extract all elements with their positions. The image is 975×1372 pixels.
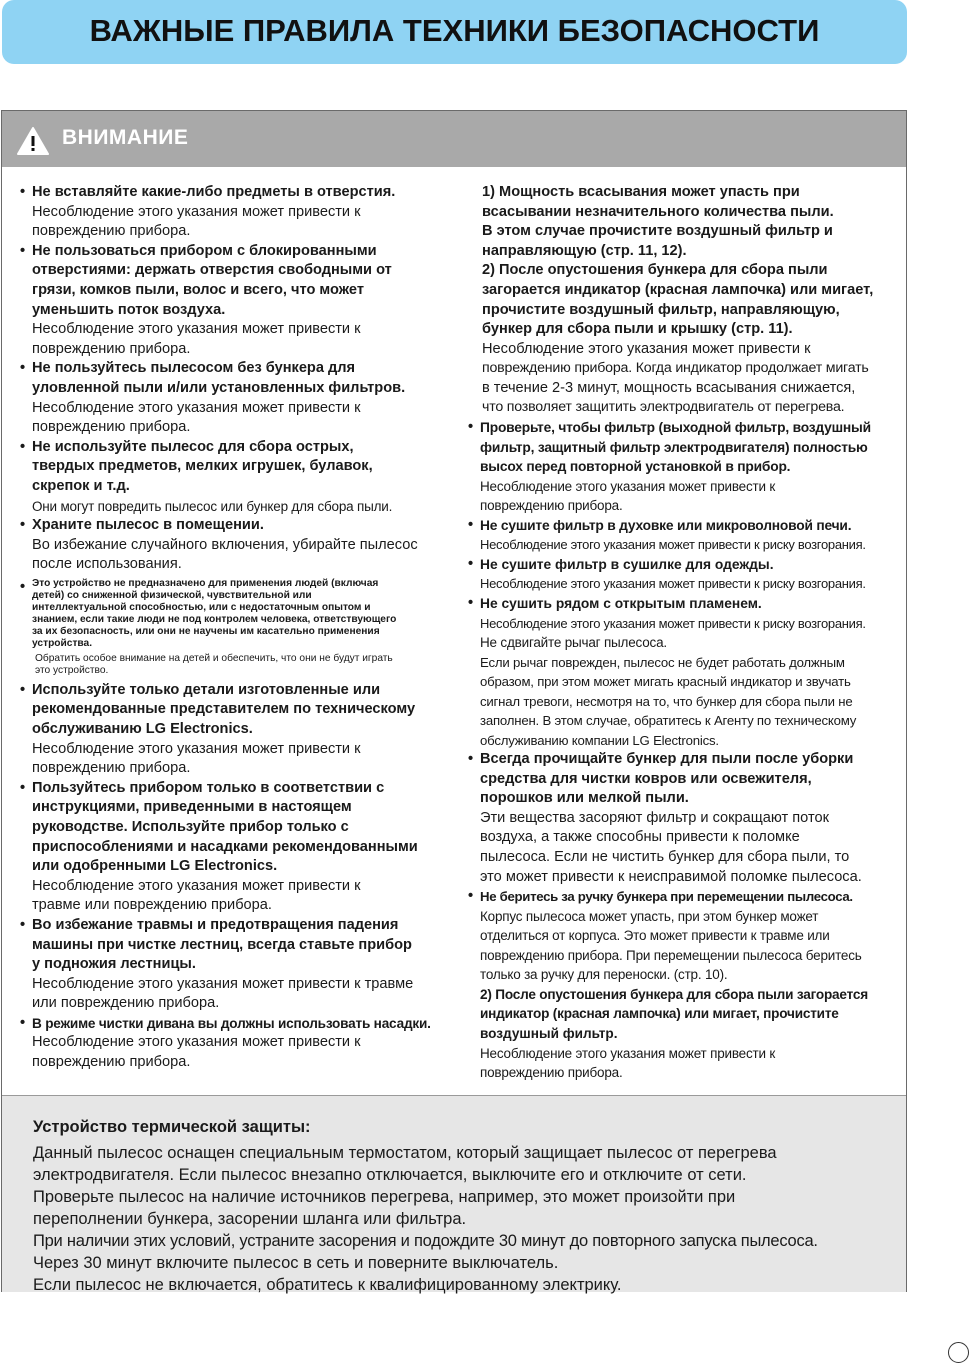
title-banner xyxy=(2,0,907,64)
bold-text: Не пользоваться прибором с блокированными xyxy=(32,242,377,259)
bold-text: Во избежание травмы и предотвращения падения xyxy=(32,916,399,933)
bold-text: Не пользуйтесь пылесосом без бункера для xyxy=(32,360,356,377)
bold-text: инструкциями, приведенными в настоящем xyxy=(32,799,352,816)
bold-text: высох перед повторной установкой в прибор. xyxy=(480,459,791,475)
text: это может привести к неисправимой поломке пылесоса. xyxy=(480,868,862,885)
text: воздуха, а также способны привести к поломке xyxy=(480,829,800,846)
text: Если рычаг поврежден, пылесос не будет работать должным xyxy=(480,654,845,670)
text-line: переполнении бункера, засорении шланга или фильтра. xyxy=(33,1210,467,1228)
bold-text: Не беритесь за ручку бункера при перемещении пылесоса. xyxy=(480,889,853,905)
bullet: • xyxy=(468,888,474,905)
text-line: При наличии этих условий, устраните засорения и подождите 30 минут до повторного запуска пылесоса. xyxy=(33,1232,818,1250)
bullet: • xyxy=(20,242,26,259)
text: Несоблюдение этого указания может привести к травме xyxy=(32,975,414,992)
bold-text: 2) После опустошения бункера для сбора пыли xyxy=(482,262,828,279)
bold-text: грязи, комков пыли, волос и всего, что может xyxy=(32,281,364,298)
list-item xyxy=(468,887,900,1082)
list-item xyxy=(20,916,460,1014)
right-column xyxy=(468,183,900,1083)
bullet: • xyxy=(20,681,26,698)
text-line: Если пылесос не включается, обратитесь к квалифицированному электрику. xyxy=(33,1276,622,1294)
text: повреждению прибора. xyxy=(480,1065,623,1081)
bold-text: Не сушите фильтр в сушилке для одежды. xyxy=(480,556,774,572)
text: Они могут повредить пылесос или бункер для сбора пыли. xyxy=(32,498,393,514)
bold-text: Не сушить рядом с открытым пламенем. xyxy=(480,595,762,611)
bold-text: руководстве. Используйте прибор только с xyxy=(32,818,349,835)
bullet: • xyxy=(20,517,26,533)
bullet: • xyxy=(468,516,474,533)
text: Несоблюдение этого указания может привести к xyxy=(32,399,361,416)
text: Несоблюдение этого указания может привести к xyxy=(32,203,361,220)
list-item xyxy=(20,779,460,916)
thermal-protection-text xyxy=(33,1142,903,1296)
bold-text: за их безопасность, или они не научены им касательно применения xyxy=(32,625,380,637)
text: повреждению прибора. xyxy=(32,1054,191,1071)
text-line: Через 30 минут включите пылесос в сеть и поверните выключатель. xyxy=(33,1254,559,1272)
bold-text: уловленной пыли и/или установленных фильтров. xyxy=(32,379,406,396)
bullet: • xyxy=(468,555,474,572)
bold-text: отверстиями: держать отверстия свободными от xyxy=(32,262,392,279)
bold-text: Не сушите фильтр в духовке или микроволновой печи. xyxy=(480,517,852,533)
text: Корпус пылесоса может упасть, при этом бункер может xyxy=(480,908,819,924)
list-item xyxy=(20,183,460,242)
bold-text: 2) После опустошения бункера для сбора пыли загорается xyxy=(480,986,868,1002)
list-item xyxy=(468,418,900,516)
bold-text: Проверьте, чтобы фильтр (выходной фильтр, воздушный xyxy=(480,419,871,435)
text: это устройство. xyxy=(35,664,109,676)
bullet: • xyxy=(468,751,474,767)
list-item xyxy=(468,516,900,555)
bold-text: Используйте только детали изготовленные или xyxy=(32,681,381,698)
bold-text: индикатор (красная лампочка) или мигает, прочистите xyxy=(480,1006,839,1022)
bold-text: Храните пылесос в помещении. xyxy=(32,517,264,533)
text: Несоблюдение этого указания может привести к xyxy=(480,1045,776,1061)
bold-text: Не используйте пылесос для сбора острых, xyxy=(32,438,354,455)
bold-text: приспособлениями и насадками рекомендованными xyxy=(32,838,418,855)
bold-text: В режиме чистки дивана вы должны использовать насадки. xyxy=(32,1015,431,1031)
list-item xyxy=(468,750,900,887)
text: Несоблюдение этого указания может привести к риску возгорания. xyxy=(480,615,866,631)
thermal-protection-title: Устройство термической защиты: xyxy=(33,1118,311,1136)
bullet: • xyxy=(468,594,474,611)
bold-text: рекомендованные представителем по техническому xyxy=(32,701,416,718)
list-item xyxy=(468,594,900,750)
bold-text: уменьшить поток воздуха. xyxy=(32,301,226,318)
thermal-protection-section xyxy=(2,1095,906,1292)
bullet: • xyxy=(20,916,26,933)
text-line: Проверьте пылесос на наличие источников перегрева, например, это может произойти при xyxy=(33,1188,736,1206)
bullet: • xyxy=(20,1014,26,1031)
text: повреждению прибора. xyxy=(480,498,623,514)
page-title: ВАЖНЫЕ ПРАВИЛА ТЕХНИКИ БЕЗОПАСНОСТИ xyxy=(89,13,820,48)
text: повреждению прибора. xyxy=(32,340,191,357)
text: образом, при этом может мигать красный индикатор и звучать xyxy=(480,674,851,689)
text: Несоблюдение этого указания может привести к риску возгорания. xyxy=(480,576,866,592)
bold-text: В этом случае прочистите воздушный фильтр и xyxy=(482,223,833,240)
text-line: электродвигателя. Если пылесос внезапно отключается, выключите его и отключите от сети. xyxy=(33,1166,747,1184)
text: Несоблюдение этого указания может привести к xyxy=(32,740,361,757)
text: Несоблюдение этого указания может привести к xyxy=(32,877,361,894)
text: повреждению прибора. При перемещении пылесоса беритесь xyxy=(480,947,862,963)
bold-text: Это устройство не предназначено для применения людей (включая xyxy=(32,577,379,589)
list-item xyxy=(20,516,460,575)
text: повреждению прибора. xyxy=(32,760,191,777)
text: Несоблюдение этого указания может привести к xyxy=(32,321,361,338)
warning-header xyxy=(2,111,906,167)
bullet: • xyxy=(20,184,26,200)
text: после использования. xyxy=(32,556,182,573)
list-item xyxy=(468,183,900,418)
bold-text: 1) Мощность всасывания может упасть при xyxy=(482,184,800,200)
text: Несоблюдение этого указания может привести к xyxy=(32,1034,361,1051)
warning-title: ВНИМАНИЕ xyxy=(62,126,189,149)
bullet: • xyxy=(20,779,26,796)
text: заполнен. В этом случае, обратитесь к Агенту по техническому xyxy=(480,713,857,728)
bold-text: средства для чистки ковров или освежителя, xyxy=(480,770,812,787)
text: повреждению прибора. xyxy=(32,223,191,240)
text: что позволяет защитить электродвигатель от перегрева. xyxy=(482,399,845,416)
bold-text: Всегда прочищайте бункер для пыли после уборки xyxy=(480,751,854,767)
text: отделиться от корпуса. Это может привести к травме или xyxy=(480,928,830,944)
bullet: • xyxy=(468,418,474,435)
text: пылесоса. Если не чистить бункер для сбора пыли, то xyxy=(480,848,850,865)
bold-text: фильтр, защитный фильтр электродвигателя) полностью xyxy=(480,439,868,455)
bold-text: загорается индикатор (красная лампочка) или мигает, xyxy=(482,281,874,298)
text: повреждению прибора. Когда индикатор продолжает мигать xyxy=(482,360,869,377)
text: в течение 2-3 минут, мощность всасывания снижается, xyxy=(482,379,856,396)
page-number-circle xyxy=(948,1342,969,1363)
bold-text: у подножия лестницы. xyxy=(32,956,196,973)
bold-text: прочистите воздушный фильтр, направляющую, xyxy=(482,301,840,318)
text: обслуживанию компании LG Electronics. xyxy=(480,732,719,748)
text: Не сдвигайте рычаг пылесоса. xyxy=(480,635,667,650)
bold-text: детей) со сниженной физической, чувствительной или xyxy=(32,589,312,601)
text: Эти вещества засоряют фильтр и сокращают поток xyxy=(480,809,829,826)
text: сигнал тревоги, несмотря на то, что бункер для сбора пыли не xyxy=(480,693,853,709)
list-item xyxy=(20,681,460,779)
bullet: • xyxy=(20,438,26,455)
bold-text: интеллектуальной способностью, или с недостаточным опытом и xyxy=(32,601,371,613)
bold-text: бункер для сбора пыли и крышку (стр. 11). xyxy=(482,321,793,338)
list-item xyxy=(20,1014,460,1073)
bold-text: машины при чистке лестниц, всегда ставьте прибор xyxy=(32,936,412,953)
bold-text: порошков или мелкой пыли. xyxy=(480,790,689,807)
text: Несоблюдение этого указания может привести к xyxy=(480,478,776,494)
warning-triangle-icon xyxy=(16,126,50,156)
text: Во избежание случайного включения, убирайте пылесос xyxy=(32,536,418,553)
list-item xyxy=(20,578,460,677)
bold-text: обслуживанию LG Electronics. xyxy=(32,720,253,737)
bold-text: твердых предметов, мелких игрушек, булавок, xyxy=(32,458,373,475)
bold-text: Не вставляйте какие-либо предметы в отверстия. xyxy=(32,184,396,200)
text: Несоблюдение этого указания может привести к xyxy=(482,340,811,357)
bold-text: устройства. xyxy=(32,637,93,649)
bold-text: знанием, если такие люди не под контролем человека, ответствующего xyxy=(32,613,397,625)
text: Несоблюдение этого указания может привести к риску возгорания. xyxy=(480,537,866,553)
text: только за ручку для переноски. (стр. 10). xyxy=(480,967,728,983)
left-column xyxy=(20,183,460,1073)
list-item xyxy=(468,555,900,594)
bullet: • xyxy=(20,578,26,595)
bold-text: или одобренными LG Electronics. xyxy=(32,858,278,875)
list-item xyxy=(20,438,460,516)
bold-text: направляющую (стр. 11, 12). xyxy=(482,242,687,259)
warning-frame xyxy=(1,110,907,1292)
bold-text: всасывании незначительного количества пыли. xyxy=(482,203,834,220)
bold-text: Пользуйтесь прибором только в соответствии с xyxy=(32,779,385,796)
bullet: • xyxy=(20,360,26,377)
text: повреждению прибора. xyxy=(32,419,191,436)
text-line: Данный пылесос оснащен специальным термостатом, который защищает пылесос от перегрева xyxy=(33,1144,777,1162)
text: травме или повреждению прибора. xyxy=(32,897,272,914)
text: Обратить особое внимание на детей и обеспечить, что они не будут играть xyxy=(35,652,393,664)
bold-text: скрепок и т.д. xyxy=(32,477,130,494)
list-item xyxy=(20,242,460,360)
list-item xyxy=(20,359,460,437)
text: или повреждению прибора. xyxy=(32,995,220,1012)
bold-text: воздушный фильтр. xyxy=(480,1025,618,1041)
